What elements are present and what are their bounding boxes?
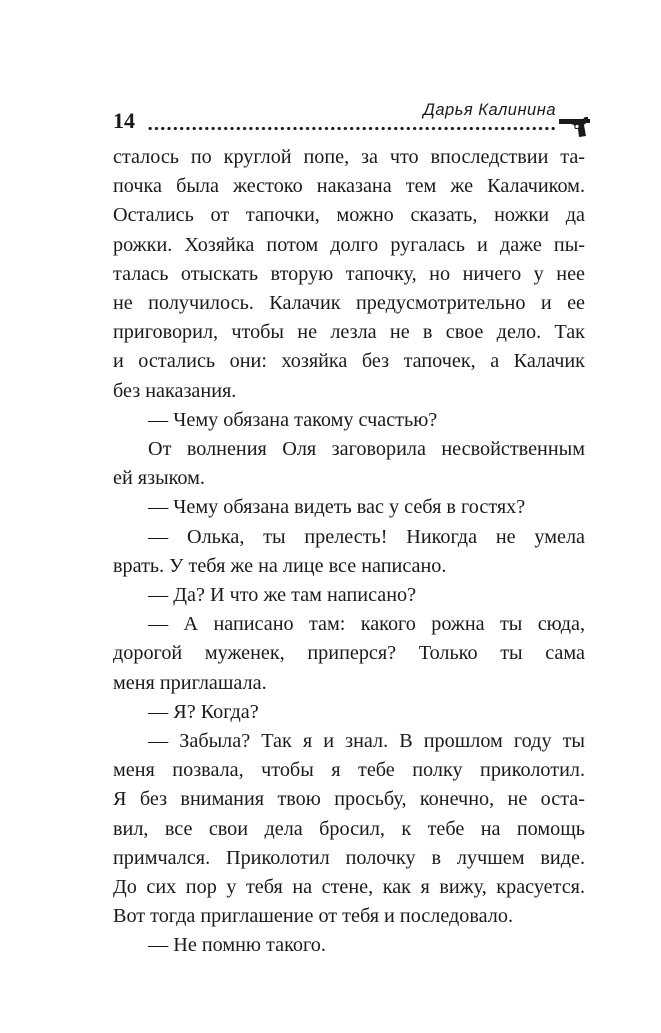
text-line: врать. У тебя же на лице все написано.	[113, 554, 447, 577]
text-line: От волнения Оля заговорила несвойственным	[148, 438, 585, 461]
text-line: ей языком.	[113, 467, 205, 490]
text-line: талась отыскать вторую тапочку, но ничего у нее	[113, 262, 585, 285]
text-line: Остались от тапочки, можно сказать, ножки да	[113, 204, 585, 227]
text-line: меня приглашала.	[113, 671, 267, 694]
text-line: — Олька, ты прелесть! Никогда не умела	[148, 525, 585, 548]
text-line: Вот тогда приглашение от тебя и последовало.	[113, 905, 514, 928]
text-line: — Да? И что же там написано?	[148, 584, 417, 607]
page-number: 14	[113, 108, 135, 133]
text-line: сталось по круглой попе, за что впоследствии та-	[113, 146, 585, 168]
text-line: не получилось. Калачик предусмотрительно и ее	[113, 292, 585, 315]
text-line: — А написано там: какого рожна ты сюда,	[148, 613, 585, 636]
text-line: почка была жестоко наказана тем же Калачиком.	[113, 175, 585, 198]
dotted-leader	[147, 126, 557, 131]
text-line: — Чему обязана видеть вас у себя в гостях?	[148, 496, 526, 519]
text-line: Я без внимания твою просьбу, конечно, не оста-	[113, 788, 585, 811]
author-name: Дарья Калинина	[423, 101, 556, 119]
revolver-icon	[559, 116, 593, 138]
running-header	[113, 98, 593, 138]
text-line: — Я? Когда?	[148, 700, 259, 723]
text-line: — Не помню такого.	[148, 934, 326, 957]
text-line: рожки. Хозяйка потом долго ругалась и даже пы-	[113, 233, 585, 256]
text-line: примчался. Приколотил полочку в лучшем виде.	[113, 846, 585, 869]
text-line: До сих пор у тебя на стене, как я вижу, красуется.	[113, 876, 585, 899]
text-line: — Чему обязана такому счастью?	[148, 408, 438, 431]
text-line: вил, все свои дела бросил, к тебе на помощь	[113, 817, 585, 840]
page-body-text	[113, 143, 585, 961]
text-line: — Забыла? Так я и знал. В прошлом году ты	[148, 730, 585, 753]
text-line: меня позвала, чтобы я тебе полку приколотил.	[113, 759, 585, 782]
text-line: дорогой муженек, приперся? Только ты сама	[113, 642, 585, 665]
text-line: приговорил, чтобы не лезла не в свое дело. Так	[113, 321, 585, 344]
text-line: и остались они: хозяйка без тапочек, а Калачик	[113, 350, 585, 373]
text-line: без наказания.	[113, 379, 237, 402]
